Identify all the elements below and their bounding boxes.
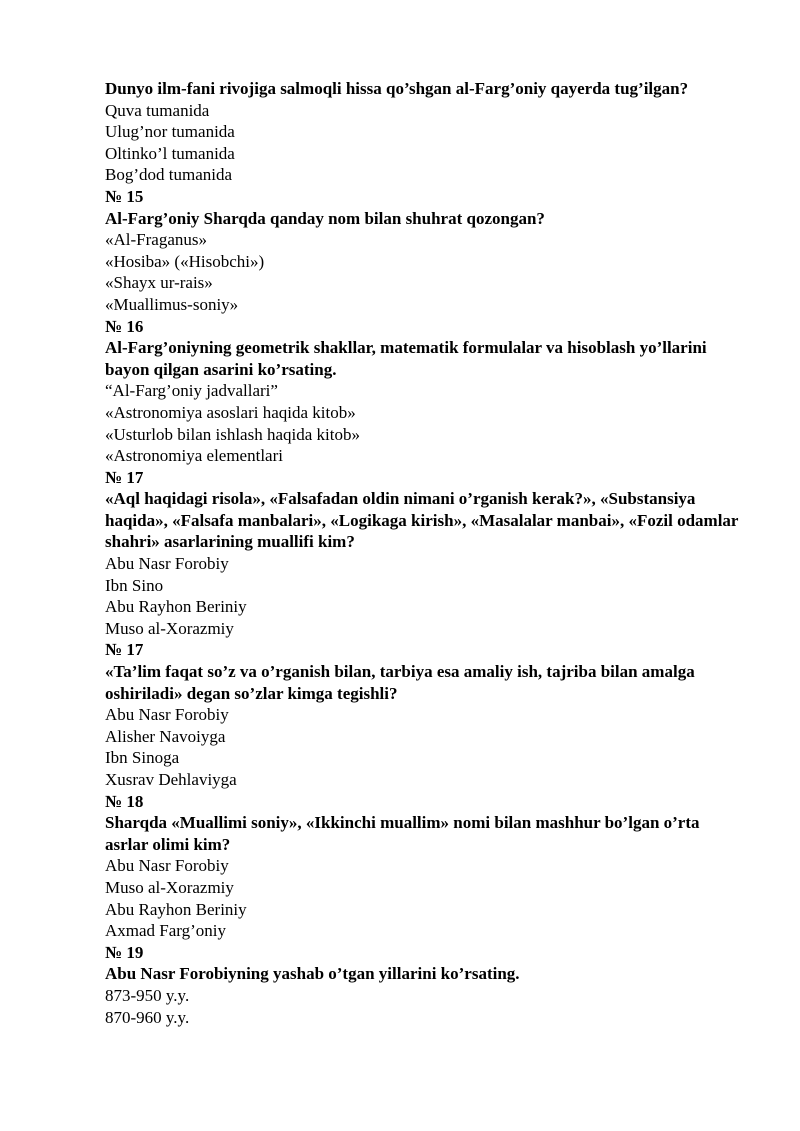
answer-option: Quva tumanida (105, 100, 210, 120)
question-number: № 18 (105, 791, 144, 811)
question-block (105, 639, 745, 790)
question-block (105, 186, 745, 316)
question-number: № 17 (105, 640, 144, 660)
question-number: № 17 (105, 467, 144, 487)
question-block (105, 467, 745, 640)
document-page (105, 78, 745, 1028)
answer-option: “Al-Farg’oniy jadvallari” (105, 381, 278, 401)
answer-option: Oltinko’l tumanida (105, 143, 235, 163)
question-text: «Ta’lim faqat so’z va o’rganish bilan, tarbiya esa amaliy ish, tajriba bilan amalga oshiriladi» degan so’zlar kimga tegishli? (105, 662, 695, 703)
answer-option: «Shayx ur-rais» (105, 273, 213, 293)
answer-option: Ulug’nor tumanida (105, 122, 235, 142)
question-number: № 19 (105, 942, 144, 962)
answer-option: Muso al-Xorazmiy (105, 877, 234, 897)
answer-option: Abu Rayhon Beriniy (105, 899, 247, 919)
question-text: Dunyo ilm-fani rivojiga salmoqli hissa qo’shgan al-Farg’oniy qayerda tug’ilgan? (105, 79, 689, 98)
question-block (105, 791, 745, 942)
answer-option: «Hosiba» («Hisobchi») (105, 251, 265, 271)
answer-option: Bog’dod tumanida (105, 165, 233, 185)
answer-option: «Muallimus-soniy» (105, 294, 239, 314)
question-text: Al-Farg’oniy Sharqda qanday nom bilan shuhrat qozongan? (105, 208, 545, 228)
question-block (105, 316, 745, 467)
question-text: Al-Farg’oniyning geometrik shakllar, matematik formulalar va hisoblash yo’llarini bayon qilgan asarini ko’rsating. (105, 338, 707, 379)
answer-option: Muso al-Xorazmiy (105, 618, 234, 638)
answer-option: 870-960 y.y. (105, 1007, 190, 1027)
answer-option: 873-950 y.y. (105, 985, 190, 1005)
question-number: № 16 (105, 316, 144, 336)
answer-option: «Usturlob bilan ishlash haqida kitob» (105, 424, 360, 444)
question-text: «Aql haqidagi risola», «Falsafadan oldin nimani o’rganish kerak?», «Substansiya haqida», «Falsafa manbalari», «Logikaga kirish», «Masalalar manbai», «Fozil odamlar shahri» asarlarining muallifi kim? (105, 489, 739, 552)
answer-option: Abu Nasr Forobiy (105, 705, 229, 725)
question-text: Sharqda «Muallimi soniy», «Ikkinchi muallim» nomi bilan mashhur bo’lgan o’rta asrlar olimi kim? (105, 813, 700, 854)
question-number: № 15 (105, 186, 144, 206)
answer-option: Axmad Farg’oniy (105, 921, 227, 941)
answer-option: Alisher Navoiyga (105, 726, 226, 746)
answer-option: Abu Nasr Forobiy (105, 554, 229, 574)
answer-option: Ibn Sinoga (105, 748, 180, 768)
question-block (105, 942, 745, 1028)
answer-option: Ibn Sino (105, 575, 164, 595)
question-block (105, 78, 745, 186)
answer-option: «Astronomiya asoslari haqida kitob» (105, 402, 356, 422)
answer-option: Abu Nasr Forobiy (105, 856, 229, 876)
answer-option: Abu Rayhon Beriniy (105, 597, 247, 617)
question-text: Abu Nasr Forobiyning yashab o’tgan yillarini ko’rsating. (105, 964, 520, 984)
answer-option: «Astronomiya elementlari (105, 446, 283, 466)
answer-option: «Al-Fraganus» (105, 230, 207, 250)
answer-option: Xusrav Dehlaviyga (105, 770, 237, 789)
